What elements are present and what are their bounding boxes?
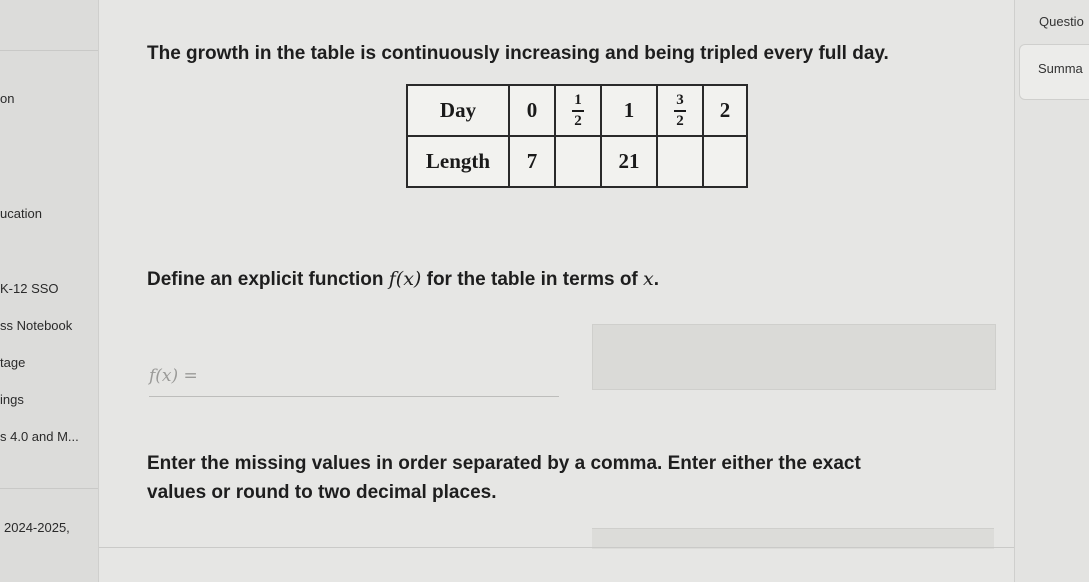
table-cell-length-empty	[703, 136, 747, 187]
function-answer-input[interactable]	[149, 396, 559, 397]
summary-label: Summa	[1038, 61, 1083, 76]
sidebar-divider	[0, 50, 98, 51]
table-cell-day: 2	[703, 85, 747, 136]
missing-values-prompt-line1: Enter the missing values in order separated by a comma. Enter either the exact	[147, 453, 861, 474]
define-middle: for the table in terms of	[426, 269, 638, 290]
sidebar-item-school-year[interactable]: 2024-2025,	[4, 520, 70, 535]
table-row-day	[407, 85, 747, 136]
define-function-prompt	[147, 268, 659, 291]
table-cell-day: 0	[509, 85, 555, 136]
table-cell-day	[555, 85, 601, 136]
missing-values-prompt-line2: values or round to two decimal places.	[147, 482, 497, 503]
table-header-day: Day	[407, 85, 509, 136]
function-answer-label: f(x) =	[149, 366, 198, 386]
question-intro: The growth in the table is continuously increasing and being tripled every full day.	[147, 43, 889, 64]
answer-response-area[interactable]	[592, 324, 996, 390]
define-end: .	[653, 269, 660, 290]
table-cell-length-empty	[657, 136, 703, 187]
sidebar-item-version[interactable]: s 4.0 and M...	[0, 429, 79, 444]
table-cell-length-empty	[555, 136, 601, 187]
summary-button[interactable]	[1019, 44, 1089, 100]
sidebar-item-education[interactable]: ucation	[0, 206, 42, 221]
sidebar-item-settings[interactable]: ings	[0, 392, 24, 407]
question-content	[99, 0, 1014, 582]
table-cell-day	[657, 85, 703, 136]
sidebar-item-lesson[interactable]: on	[0, 91, 15, 106]
right-panel-title: Questio	[1039, 14, 1084, 29]
table-cell-length: 21	[601, 136, 657, 187]
define-prefix: Define an explicit function	[147, 269, 384, 290]
left-sidebar	[0, 0, 99, 582]
missing-values-input[interactable]	[592, 528, 994, 549]
function-notation: f(x)	[388, 268, 422, 290]
fraction-one-half: $\frac{1}{2}$	[572, 93, 584, 129]
sidebar-item-notebook[interactable]: ss Notebook	[0, 318, 73, 333]
right-panel	[1014, 0, 1089, 582]
growth-table	[406, 84, 748, 188]
table-cell-day: 1	[601, 85, 657, 136]
table-header-length: Length	[407, 136, 509, 187]
table-cell-length: 7	[509, 136, 555, 187]
sidebar-item-k12-sso[interactable]: K-12 SSO	[0, 281, 59, 296]
bottom-divider	[99, 547, 1089, 548]
sidebar-item-stage[interactable]: tage	[0, 355, 26, 370]
fraction-three-halves: $\frac{3}{2}$	[674, 93, 686, 129]
variable-x: x	[643, 268, 654, 290]
table-row-length	[407, 136, 747, 187]
sidebar-divider	[0, 488, 98, 489]
